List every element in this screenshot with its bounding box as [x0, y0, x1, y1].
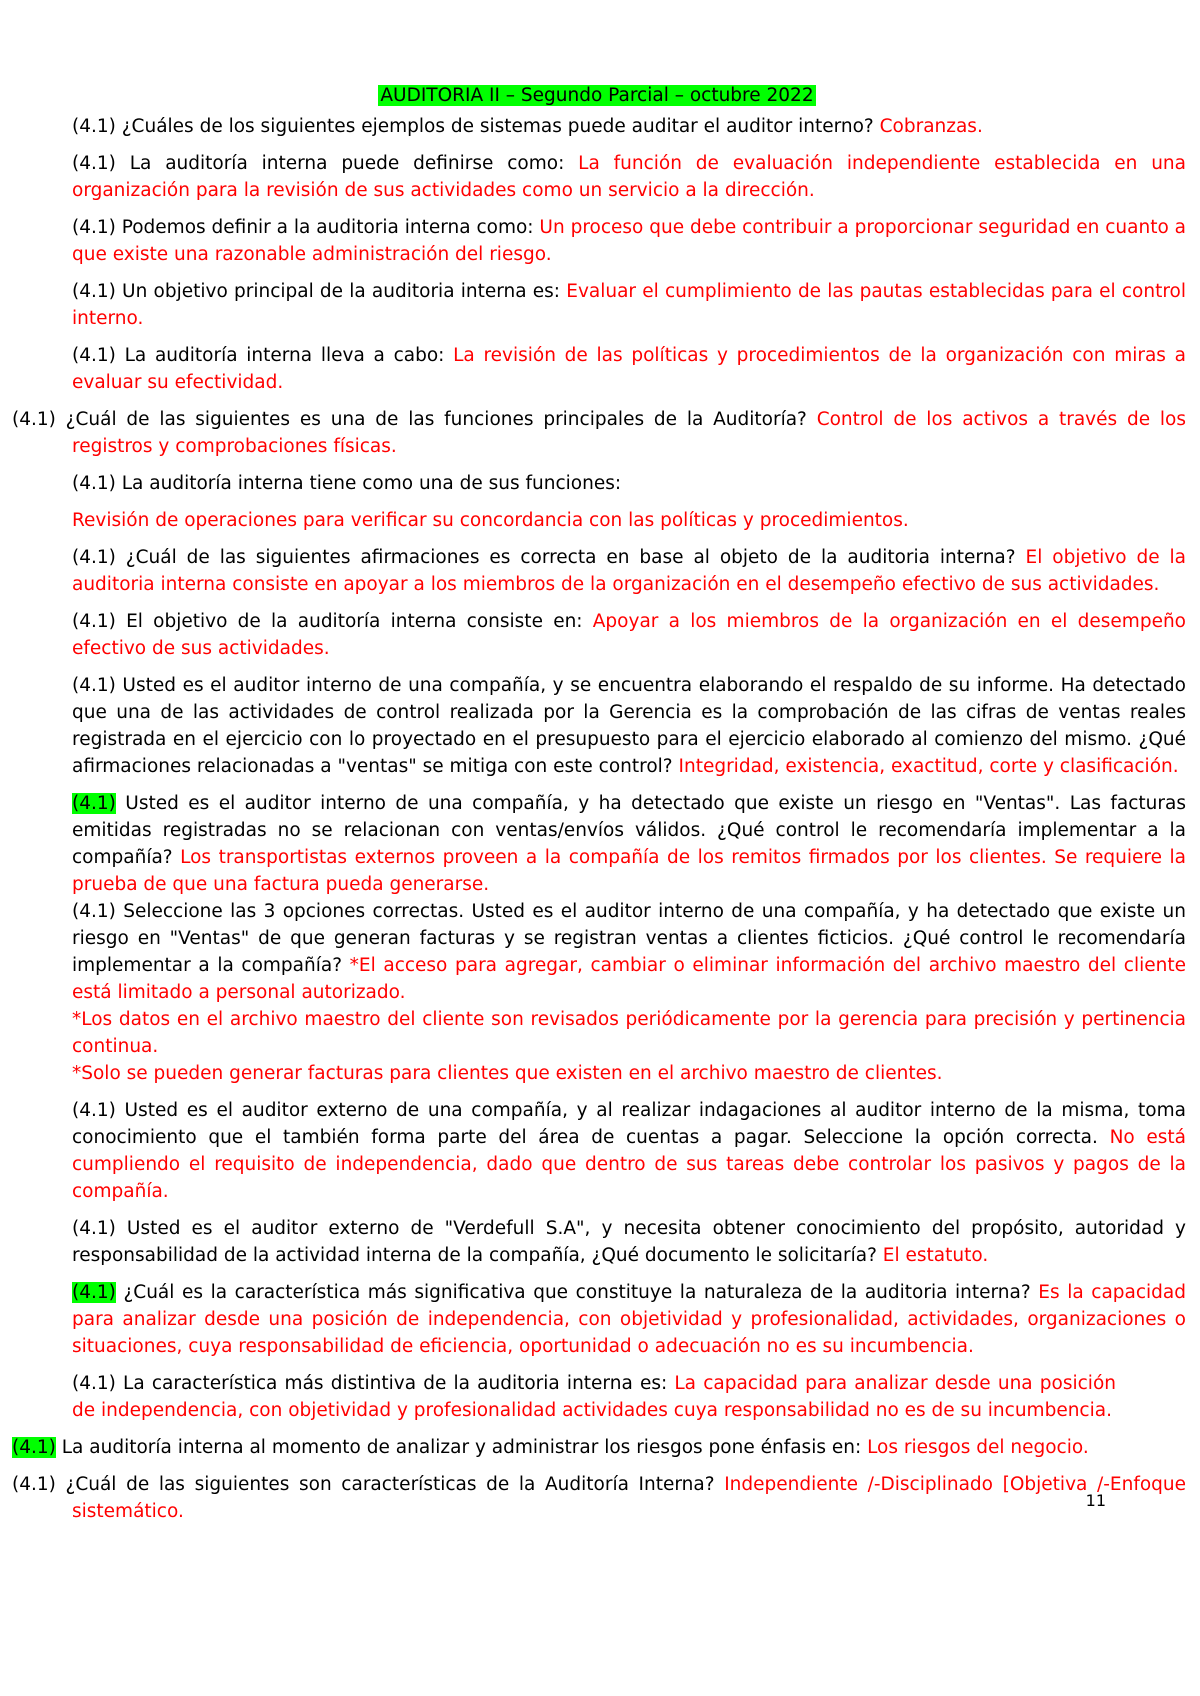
question-11: [8, 790, 1186, 898]
question-text: ¿Cuál es la característica más significativa que constituye la naturaleza de la auditoria interna?: [115, 1282, 1039, 1303]
question-3: [8, 214, 1186, 268]
question-text: Usted es el auditor interno de una compañía, y se encuentra elaborando el respaldo de su informe. Ha detectado que una de las actividades de control realizada por la Gerencia es la comprobación de las cifras de ventas reales registrada en el ejercicio con lo proyectado en el presupuesto para el ejercicio elaborado al comienzo del mismo. ¿Qué afirmaciones relacionadas a "ventas" se mitiga con este control?: [72, 675, 1186, 777]
question-tag: (4.1): [12, 409, 56, 430]
answer-text: Evaluar el cumplimiento de las pautas establecidas para el control interno.: [72, 281, 1187, 329]
question-tag: (4.1): [72, 547, 116, 568]
question-text: Un objetivo principal de la auditoria interna es:: [115, 281, 567, 302]
question-7: [8, 470, 1186, 497]
question-tag: (4.1): [72, 611, 116, 632]
answer-text: Cobranzas.: [879, 116, 983, 137]
question-8: [8, 544, 1186, 598]
question-tag: (4.1): [72, 281, 116, 302]
question-text: La característica más distintiva de la auditoria interna es:: [115, 1373, 675, 1394]
question-1: [8, 113, 1186, 140]
page-number: 11: [1085, 1491, 1106, 1510]
answer-text: Control de los activos a través de los registros y comprobaciones físicas.: [72, 409, 1187, 457]
question-14: [8, 1215, 1186, 1269]
answer-text: *Los datos en el archivo maestro del cliente son revisados periódicamente por la gerencia para precisión y pertinencia continua.: [72, 1009, 1186, 1057]
answer-text: El estatuto.: [882, 1245, 989, 1266]
question-tag: (4.1): [12, 1474, 56, 1495]
question-4: [8, 278, 1186, 332]
question-2: [8, 150, 1186, 204]
question-tag: (4.1): [72, 345, 116, 366]
question-text: El objetivo de la auditoría interna consiste en:: [115, 611, 593, 632]
question-12: [8, 898, 1186, 1006]
answer-text: Integridad, existencia, exactitud, corte y clasificación.: [678, 756, 1179, 777]
question-text: ¿Cuál de las siguientes afirmaciones es correcta en base al objeto de la auditoria interna?: [115, 547, 1026, 568]
question-16: [8, 1370, 1186, 1424]
question-tag: (4.1): [72, 901, 116, 922]
answer-text: Los transportistas externos proveen a la compañía de los remitos firmados por los clientes. Se requiere la prueba de que una factura pueda generarse.: [72, 847, 1186, 895]
document-title: AUDITORIA II – Segundo Parcial – octubre 2022: [380, 85, 814, 106]
question-10: [8, 672, 1186, 780]
question-tag: (4.1): [72, 1373, 116, 1394]
question-tag: (4.1): [72, 675, 116, 696]
question-text: La auditoría interna puede definirse como:: [115, 153, 579, 174]
title-row: [8, 82, 1186, 109]
question-text: ¿Cuáles de los siguientes ejemplos de sistemas puede auditar el auditor interno?: [115, 116, 880, 137]
question-text: Seleccione las 3 opciones correctas. Usted es el auditor interno de una compañía, y ha detectado que existe un riesgo en "Ventas" de que generan facturas y se registran ventas a clientes ficticios. ¿Qué control le recomendaría implementar a la compañía?: [72, 901, 1186, 976]
answer-text: *Solo se pueden generar facturas para clientes que existen en el archivo maestro de clientes.: [72, 1063, 943, 1084]
question-tag: (4.1): [72, 116, 116, 137]
answer-12-option-3: [8, 1060, 1186, 1087]
question-text: Podemos definir a la auditoria interna como:: [115, 217, 540, 238]
question-tag: (4.1): [72, 473, 116, 494]
question-text: La auditoría interna al momento de analizar y administrar los riesgos pone énfasis en:: [55, 1437, 868, 1458]
answer-text: Los riesgos del negocio.: [867, 1437, 1089, 1458]
question-text: ¿Cuál de las siguientes son características de la Auditoría Interna?: [55, 1474, 725, 1495]
question-13: [8, 1097, 1186, 1205]
question-tag: (4.1): [72, 217, 116, 238]
answer-text: Independiente /-Disciplinado [Objetiva /-Enfoque sistemático.: [72, 1474, 1186, 1522]
answer-text: No está cumpliendo el requisito de independencia, dado que dentro de sus tareas debe controlar los pasivos y pagos de la compañía.: [72, 1127, 1186, 1202]
question-tag-highlighted: (4.1): [72, 1282, 116, 1303]
question-text: ¿Cuál de las siguientes es una de las funciones principales de la Auditoría?: [55, 409, 817, 430]
question-text: La auditoría interna lleva a cabo:: [115, 345, 454, 366]
question-tag-highlighted: (4.1): [72, 793, 116, 814]
question-tag: (4.1): [72, 1218, 116, 1239]
question-17: [8, 1434, 1186, 1461]
question-text: Usted es el auditor externo de una compañía, y al realizar indagaciones al auditor interno de la misma, toma conocimiento que el también forma parte del área de cuentas a pagar. Seleccione la opción correcta.: [72, 1100, 1186, 1148]
question-text: Usted es el auditor externo de "Verdefull S.A", y necesita obtener conocimiento del propósito, autoridad y responsabilidad de la actividad interna de la compañía, ¿Qué documento le solicitaría?: [72, 1218, 1186, 1266]
question-tag: (4.1): [72, 153, 116, 174]
answer-text: Un proceso que debe contribuir a proporcionar seguridad en cuanto a que existe una razonable administración del riesgo.: [72, 217, 1187, 265]
answer-text: La revisión de las políticas y procedimientos de la organización con miras a evaluar su efectividad.: [72, 345, 1186, 393]
answer-text: *El acceso para agregar, cambiar o eliminar información del archivo maestro del cliente está limitado a personal autorizado.: [72, 955, 1186, 1003]
answer-text: La función de evaluación independiente establecida en una organización para la revisión de sus actividades como un servicio a la dirección.: [72, 153, 1186, 201]
question-5: [8, 342, 1186, 396]
question-9: [8, 608, 1186, 662]
answer-text: Revisión de operaciones para verificar su concordancia con las políticas y procedimientos.: [72, 510, 909, 531]
question-18: [8, 1471, 1186, 1525]
question-15: [8, 1279, 1186, 1360]
question-text: Usted es el auditor interno de una compañía, y ha detectado que existe un riesgo en "Ventas". Las facturas emitidas registradas no se relacionan con ventas/envíos válidos. ¿Qué control le recomendaría implementar a la compañía?: [72, 793, 1186, 868]
question-6: [8, 406, 1186, 460]
answer-text: La capacidad para analizar desde una posición de independencia, con objetividad y profesionalidad actividades cuya responsabilidad no es de su incumbencia.: [72, 1373, 1116, 1421]
answer-text: El objetivo de la auditoria interna consiste en apoyar a los miembros de la organización en el desempeño efectivo de sus actividades.: [72, 547, 1186, 595]
question-tag: (4.1): [72, 1100, 116, 1121]
answer-text: Apoyar a los miembros de la organización en el desempeño efectivo de sus actividades.: [72, 611, 1186, 659]
question-tag-highlighted: (4.1): [12, 1437, 56, 1458]
answer-text: Es la capacidad para analizar desde una posición de independencia, con objetividad y profesionalidad, actividades, organizaciones o situaciones, cuya responsabilidad de eficiencia, oportunidad o adecuación no es su incumbencia.: [72, 1282, 1186, 1357]
answer-7: [8, 507, 1186, 534]
question-text: La auditoría interna tiene como una de sus funciones:: [115, 473, 622, 494]
answer-12-option-2: [8, 1006, 1186, 1060]
